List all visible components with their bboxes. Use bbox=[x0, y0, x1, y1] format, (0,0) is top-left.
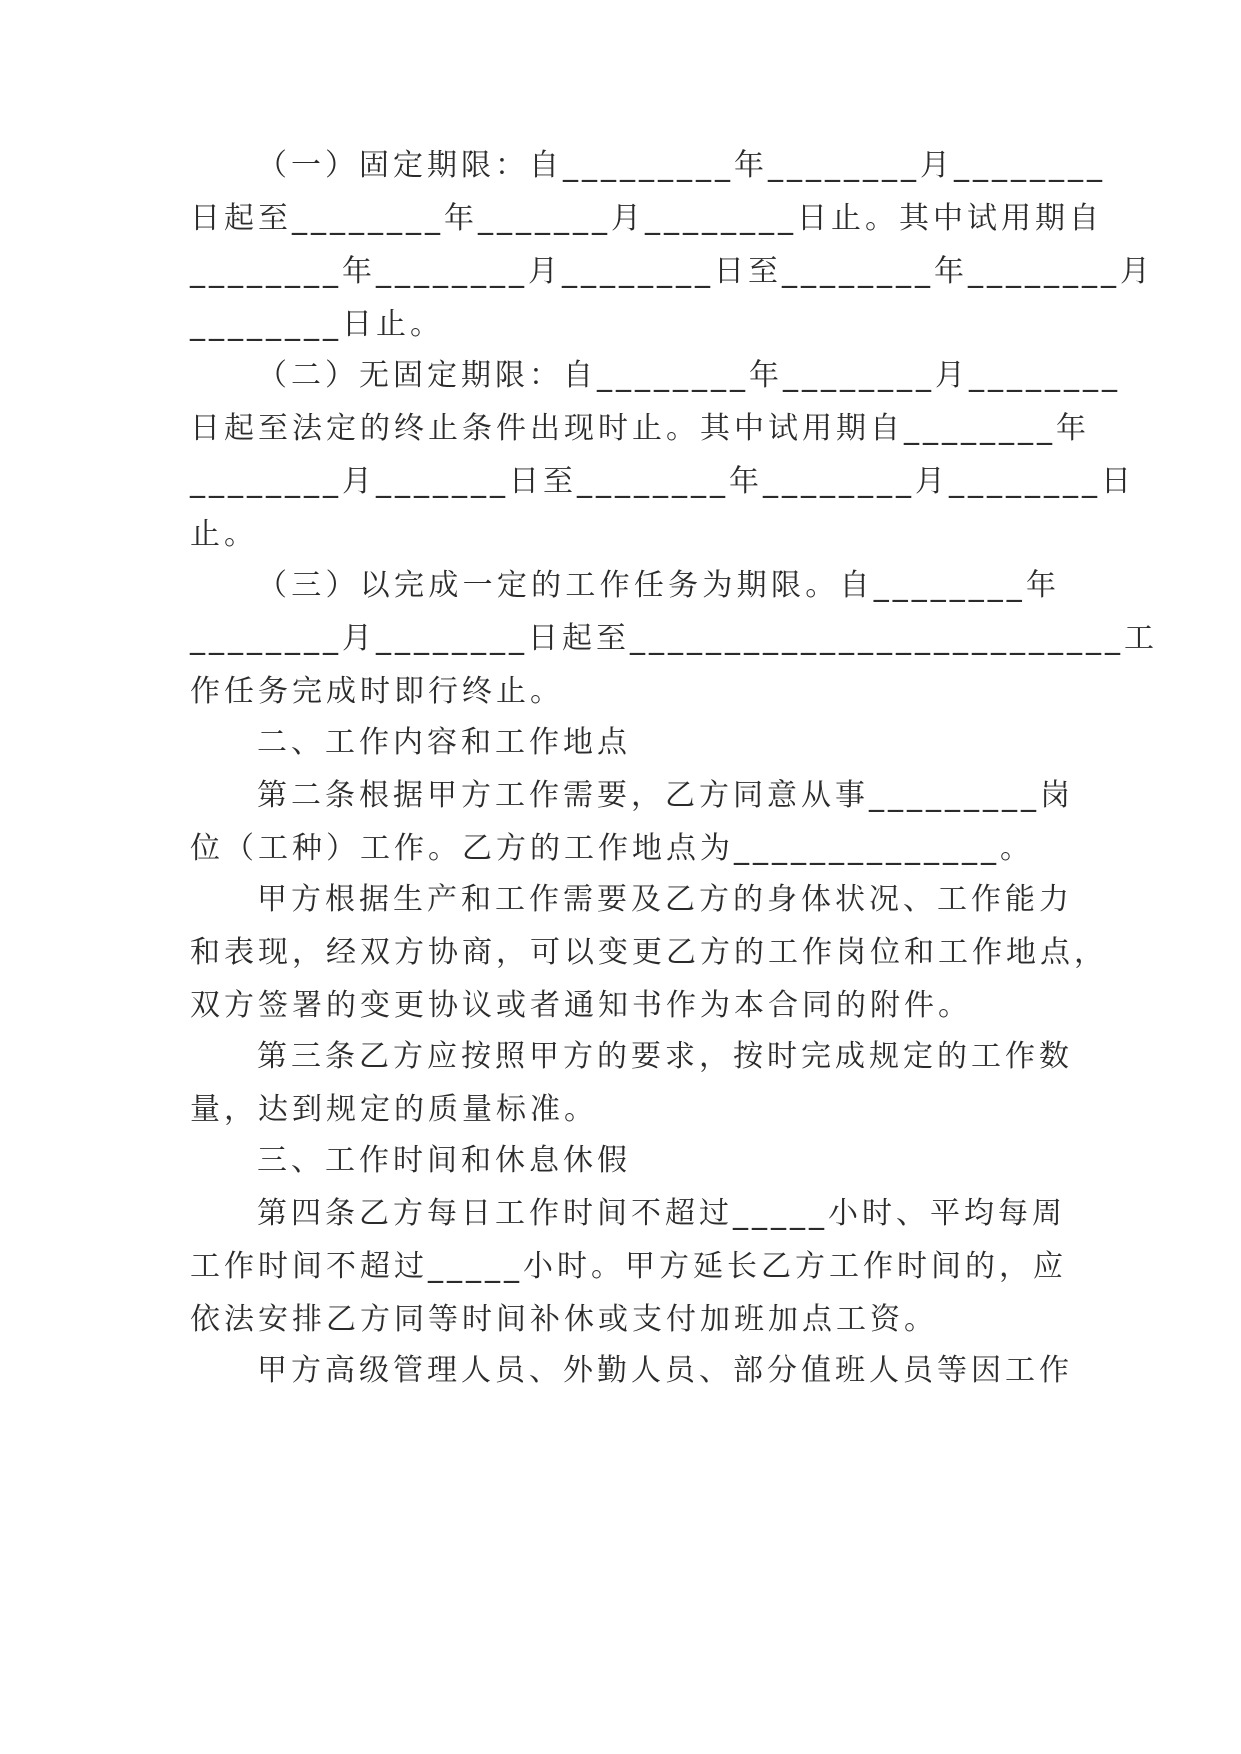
text-line: 甲方高级管理人员、外勤人员、部分值班人员等因工作 bbox=[257, 1353, 1073, 1388]
text-line: 依法安排乙方同等时间补休或支付加班加点工资。 bbox=[190, 1302, 938, 1337]
text-line: 甲方根据生产和工作需要及乙方的身体状况、工作能力 bbox=[257, 882, 1073, 917]
text-line: 双方签署的变更协议或者通知书作为本合同的附件。 bbox=[190, 988, 972, 1023]
text-line: 作任务完成时即行终止。 bbox=[190, 674, 564, 709]
text-line: 第四条乙方每日工作时间不超过_____小时、平均每周 bbox=[257, 1196, 1066, 1231]
text-line: 和表现，经双方协商，可以变更乙方的工作岗位和工作地点， bbox=[190, 935, 1108, 970]
text-line: ________年________月________日至________年________月 bbox=[190, 254, 1154, 289]
text-line: （一）固定期限：自_________年________月________ bbox=[257, 148, 1106, 183]
text-line: 第二条根据甲方工作需要，乙方同意从事_________岗 bbox=[257, 778, 1074, 813]
text-line: 工作时间不超过_____小时。甲方延长乙方工作时间的，应 bbox=[190, 1249, 1067, 1284]
text-line: 第三条乙方应按照甲方的要求，按时完成规定的工作数 bbox=[257, 1039, 1073, 1074]
text-line: 量，达到规定的质量标准。 bbox=[190, 1092, 598, 1127]
section-heading: 三、工作时间和休息休假 bbox=[257, 1143, 631, 1178]
text-line: （二）无固定期限：自________年________月________ bbox=[257, 358, 1121, 393]
text-line: 日起至________年_______月________日止。其中试用期自 bbox=[190, 201, 1103, 236]
text-line: 位（工种）工作。乙方的工作地点为______________。 bbox=[190, 831, 1034, 866]
text-line: （三）以完成一定的工作任务为期限。自________年 bbox=[257, 568, 1060, 603]
section-heading: 二、工作内容和工作地点 bbox=[257, 725, 631, 760]
text-line: ________月________日起至__________________________工 bbox=[190, 621, 1158, 656]
text-line: ________日止。 bbox=[190, 307, 444, 342]
text-line: 日起至法定的终止条件出现时止。其中试用期自________年 bbox=[190, 411, 1090, 446]
text-line: ________月_______日至________年________月________日 bbox=[190, 464, 1135, 499]
text-line: 止。 bbox=[190, 517, 258, 552]
